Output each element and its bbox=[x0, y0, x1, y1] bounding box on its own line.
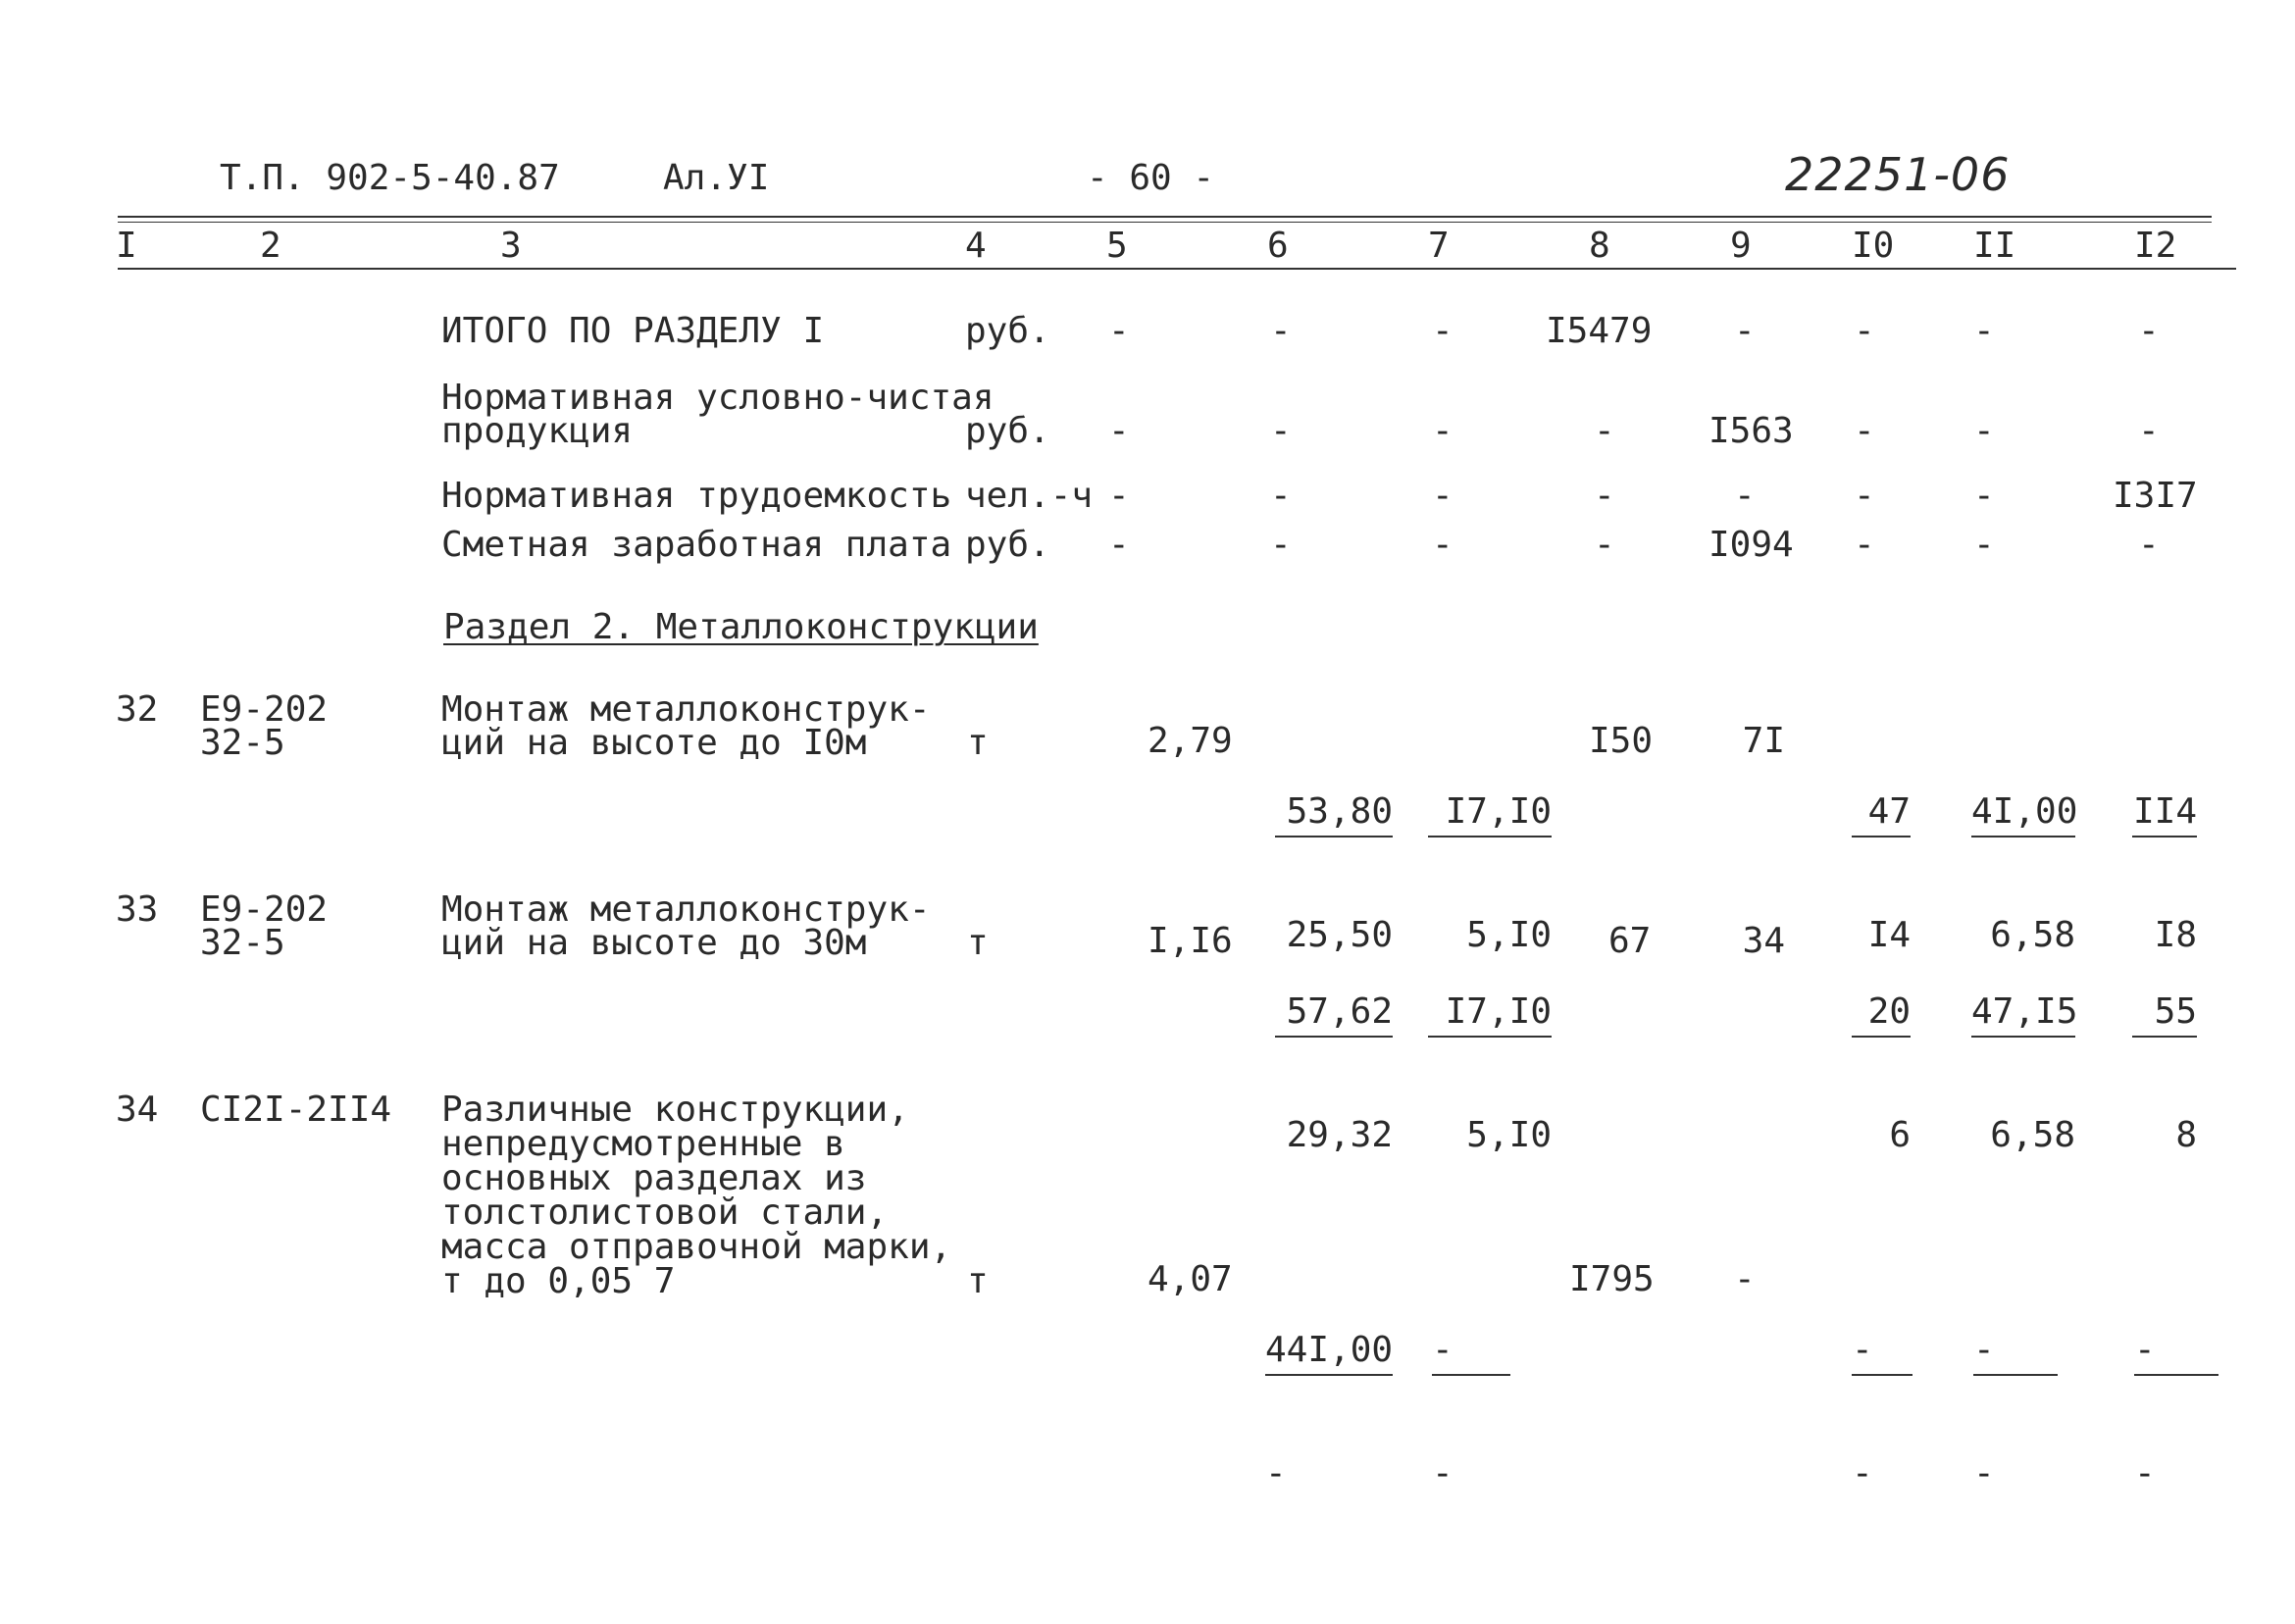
item-32-name-line1: Монтаж металлоконструк- bbox=[441, 689, 931, 730]
summary-total-c6: - bbox=[1270, 311, 1292, 351]
item-34-c6-bot: - bbox=[1265, 1453, 1287, 1494]
item-33-c11-top: 47,I5 bbox=[1971, 994, 2075, 1038]
summary-wage-unit: руб. bbox=[965, 525, 1050, 565]
item-32-c9: 7I bbox=[1742, 721, 1785, 761]
item-33-c6-bot: 29,32 bbox=[1286, 1115, 1393, 1155]
summary-wage-c10: - bbox=[1854, 525, 1875, 565]
item-33-c12-top: 55 bbox=[2132, 994, 2197, 1038]
col-header-12: I2 bbox=[2134, 226, 2177, 266]
summary-total-c5: - bbox=[1108, 311, 1130, 351]
page-number: - 60 - bbox=[1087, 158, 1215, 198]
item-32-c10-bot: I4 bbox=[1867, 915, 1911, 955]
summary-total-c8: I5479 bbox=[1546, 311, 1653, 351]
summary-labor-c7: - bbox=[1432, 476, 1454, 516]
summary-labor-label: Нормативная трудоемкость bbox=[441, 476, 952, 516]
summary-ncp-c10: - bbox=[1854, 411, 1875, 451]
item-33-c7-bot: 5,I0 bbox=[1466, 1115, 1552, 1155]
col-header-8: 8 bbox=[1589, 226, 1610, 266]
item-34-c7-top: - bbox=[1432, 1333, 1510, 1376]
item-34-c10 bbox=[1852, 1262, 1912, 1562]
item-32-unit: т bbox=[967, 723, 989, 763]
item-33-c12-bot: 8 bbox=[2175, 1115, 2197, 1155]
item-32-name-line2: ций на высоте до I0м bbox=[441, 723, 867, 763]
item-34-name-line5: масса отправочной марки, bbox=[441, 1227, 952, 1267]
item-33-c6 bbox=[1275, 924, 1393, 1224]
summary-wage-label: Сметная заработная плата bbox=[441, 525, 952, 565]
item-33-c10 bbox=[1852, 924, 1911, 1224]
item-33-c6-top: 57,62 bbox=[1275, 994, 1393, 1038]
col-header-6: 6 bbox=[1267, 226, 1289, 266]
summary-labor-c9: - bbox=[1734, 476, 1756, 516]
item-33-c7 bbox=[1428, 924, 1552, 1224]
summary-ncp-c5: - bbox=[1108, 411, 1130, 451]
item-33-unit: т bbox=[967, 923, 989, 963]
item-34-c6-top: 44I,00 bbox=[1265, 1333, 1393, 1376]
item-34-name-line6: т до 0,05 7 bbox=[441, 1261, 676, 1301]
item-32-c6-bot: 25,50 bbox=[1286, 915, 1393, 955]
section-title: Раздел 2. Металлоконструкции bbox=[443, 607, 1039, 647]
item-34-qty: 4,07 bbox=[1148, 1259, 1233, 1299]
summary-ncp-c11: - bbox=[1973, 411, 1995, 451]
item-34-c7 bbox=[1432, 1262, 1510, 1562]
header-rule-top bbox=[118, 216, 2212, 218]
item-32-c7-top: I7,I0 bbox=[1428, 794, 1552, 837]
item-34-c12-top: - bbox=[2134, 1333, 2218, 1376]
item-34-name-line4: толстолистовой стали, bbox=[441, 1193, 889, 1233]
item-32-code-line2: 32-5 bbox=[200, 723, 285, 763]
item-33-code-line1: Е9-202 bbox=[200, 889, 329, 930]
item-32-code-line1: Е9-202 bbox=[200, 689, 329, 730]
item-32-number: 32 bbox=[116, 689, 159, 730]
inventory-number: 22251-06 bbox=[1785, 148, 2011, 201]
summary-wage-c6: - bbox=[1270, 525, 1292, 565]
item-33-c10-bot: 6 bbox=[1889, 1115, 1911, 1155]
item-33-code-line2: 32-5 bbox=[200, 923, 285, 963]
item-32-c6-top: 53,80 bbox=[1275, 794, 1393, 837]
item-33-c8: 67 bbox=[1608, 921, 1652, 961]
summary-wage-c9: I094 bbox=[1708, 525, 1794, 565]
summary-total-c10: - bbox=[1854, 311, 1875, 351]
item-34-code: СI2I-2II4 bbox=[200, 1090, 392, 1130]
summary-total-c9: - bbox=[1734, 311, 1756, 351]
summary-wage-c12: - bbox=[2138, 525, 2160, 565]
item-32-c11-top: 4I,00 bbox=[1971, 794, 2075, 837]
item-34-unit: т bbox=[967, 1261, 989, 1301]
item-32-c12-top: II4 bbox=[2132, 794, 2197, 837]
item-34-c12-bot: - bbox=[2134, 1453, 2156, 1494]
item-33-c10-top: 20 bbox=[1852, 994, 1911, 1038]
item-34-name-line3: основных разделах из bbox=[441, 1158, 867, 1198]
summary-labor-c6: - bbox=[1270, 476, 1292, 516]
item-34-c10-bot: - bbox=[1852, 1453, 1873, 1494]
summary-ncp-label-line1: Нормативная условно-чистая bbox=[441, 378, 994, 418]
summary-labor-unit: чел.-ч bbox=[965, 476, 1094, 516]
item-33-c7-top: I7,I0 bbox=[1428, 994, 1552, 1038]
summary-wage-c11: - bbox=[1973, 525, 1995, 565]
doc-reference: Т.П. 902-5-40.87 bbox=[220, 158, 560, 198]
summary-labor-c12: I3I7 bbox=[2113, 476, 2198, 516]
item-33-c11 bbox=[1971, 924, 2078, 1224]
item-34-name-line2: непредусмотренные в bbox=[441, 1124, 845, 1164]
summary-wage-c7: - bbox=[1432, 525, 1454, 565]
item-33-c11-bot: 6,58 bbox=[1990, 1115, 2075, 1155]
item-33-name-line1: Монтаж металлоконструк- bbox=[441, 889, 931, 930]
summary-labor-c8: - bbox=[1594, 476, 1615, 516]
item-32-c8: I50 bbox=[1589, 721, 1654, 761]
item-34-c7-bot: - bbox=[1432, 1453, 1454, 1494]
item-32-c11-bot: 6,58 bbox=[1990, 915, 2075, 955]
summary-total-c7: - bbox=[1432, 311, 1454, 351]
item-32-c7-bot: 5,I0 bbox=[1466, 915, 1552, 955]
summary-total-unit: руб. bbox=[965, 311, 1050, 351]
item-34-c10-top: - bbox=[1852, 1333, 1912, 1376]
summary-ncp-c7: - bbox=[1432, 411, 1454, 451]
summary-labor-c5: - bbox=[1108, 476, 1130, 516]
item-34-c6 bbox=[1265, 1262, 1393, 1562]
item-34-c8: I795 bbox=[1569, 1259, 1655, 1299]
item-34-c12 bbox=[2134, 1262, 2218, 1562]
summary-wage-c8: - bbox=[1594, 525, 1615, 565]
summary-ncp-c6: - bbox=[1270, 411, 1292, 451]
summary-total-c12: - bbox=[2138, 311, 2160, 351]
item-33-c12 bbox=[2132, 924, 2197, 1224]
summary-ncp-unit: руб. bbox=[965, 411, 1050, 451]
summary-ncp-c12: - bbox=[2138, 411, 2160, 451]
item-34-number: 34 bbox=[116, 1090, 159, 1130]
summary-labor-c10: - bbox=[1854, 476, 1875, 516]
album-number: Ал.УI bbox=[663, 158, 770, 198]
header-rule-bottom bbox=[118, 268, 2236, 270]
item-32-qty: 2,79 bbox=[1148, 721, 1233, 761]
col-header-10: I0 bbox=[1852, 226, 1895, 266]
col-header-2: 2 bbox=[260, 226, 281, 266]
col-header-4: 4 bbox=[965, 226, 987, 266]
summary-ncp-c9: I563 bbox=[1708, 411, 1794, 451]
col-header-5: 5 bbox=[1106, 226, 1128, 266]
item-34-c11-top: - bbox=[1973, 1333, 2058, 1376]
summary-ncp-c8: - bbox=[1594, 411, 1615, 451]
col-header-3: 3 bbox=[500, 226, 522, 266]
col-header-7: 7 bbox=[1428, 226, 1450, 266]
summary-labor-c11: - bbox=[1973, 476, 1995, 516]
item-33-number: 33 bbox=[116, 889, 159, 930]
summary-ncp-label-line2: продукция bbox=[441, 411, 634, 451]
item-34-c9: - bbox=[1734, 1259, 1756, 1299]
item-34-name-line1: Различные конструкции, bbox=[441, 1090, 909, 1130]
summary-total-label: ИТОГО ПО РАЗДЕЛУ I bbox=[441, 311, 825, 351]
item-33-c9: 34 bbox=[1742, 921, 1785, 961]
summary-wage-c5: - bbox=[1108, 525, 1130, 565]
summary-total-c11: - bbox=[1973, 311, 1995, 351]
item-34-c11 bbox=[1973, 1262, 2058, 1562]
col-header-11: II bbox=[1973, 226, 2016, 266]
item-33-qty: I,I6 bbox=[1148, 921, 1233, 961]
header-rule-top-2 bbox=[118, 222, 2212, 223]
item-33-name-line2: ций на высоте до 30м bbox=[441, 923, 867, 963]
item-32-c10-top: 47 bbox=[1852, 794, 1911, 837]
col-header-1: I bbox=[116, 226, 137, 266]
col-header-9: 9 bbox=[1730, 226, 1752, 266]
item-34-c11-bot: - bbox=[1973, 1453, 1995, 1494]
item-32-c12-bot: I8 bbox=[2154, 915, 2197, 955]
